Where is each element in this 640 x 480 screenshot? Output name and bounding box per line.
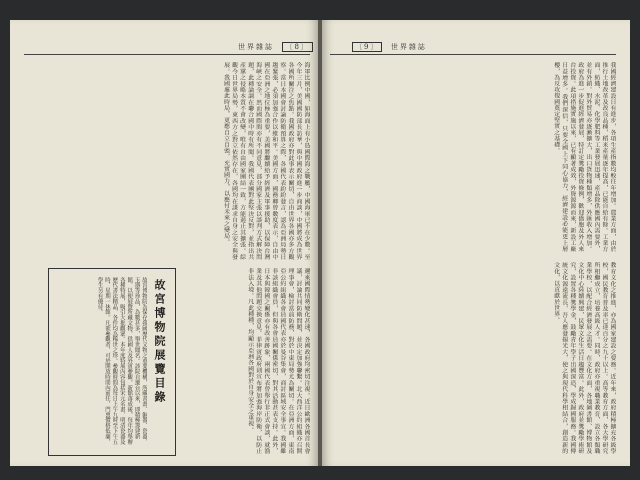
right-header-rule: [330, 54, 616, 55]
right-header-title: 世界雜誌: [390, 43, 427, 51]
right-page-header: [352, 42, 427, 52]
left-header-rule: [24, 54, 310, 55]
right-lower-text: 教育文化之推進，亦為國家建設之要務。近年來，政府積極擴充各級學校，國民教育普及率已達百分之九十以上。高等教育方面，各大學研究所相繼成立，培養高級人才。同時，政府亦重視職業教育，設立各類職業學校，以配合經濟發展之需要。在文化方面，各地圖書館、博物館及文化中心陸續興建，民眾文化生活日趨豐富。此外，政府並獎勵學術研究，設置各種獎學金，鼓勵青年學子出國深造，學成歸國服務。我國傳統文化源遠流長，吾人應發揚光大，使之與現代科學相結合，創造新的文化，以貢獻於世界。: [552, 262, 615, 454]
left-page: [10, 20, 318, 466]
right-upper-text: 我國經濟建設日有進步，各項生產指數均較往年增加。農業方面，由於推行土地改革及改良品種，稻米產量逐年提高，已能自給有餘。工業方面，紡織、水泥、化學肥料等工業發展迅速，產品除供應國內需要外，並有外銷。對外貿易亦逐漸擴大，出口貨物種類增多，外匯收入增加。政府為進一步促進經濟發展，特訂定獎勵投資條例，歡迎僑胞及外人來台投資。此項措施實施以來，已有顯著成效，外資源源而來，新設工廠日益增多。我們深信，只要全國上下同心協力，經濟建設必能更上層樓，為反攻復國奠定堅實之基礎。: [552, 62, 615, 252]
left-header-title: 世界雜誌: [238, 43, 274, 51]
left-page-header: [238, 42, 313, 52]
left-page-number: 〔8〕: [282, 42, 312, 52]
left-lower-text: 邇來國際情勢變化甚速，各國政府均密切注視。近日歐洲各國首長會議，討論共同防衛問題，並決定加強聯繫。北大西洋公約組織亦召開理事會，檢討當前防務，對於中東局勢尤為關切。在亞洲方面，東南亞公約組織各會員國代表亦於曼谷集會，商討區域安全事宜。我國雖非該組織會員，但與各會員國關係密切，對其活動甚表支持。此外，日本與韓國之關係亦有改善跡象，兩國代表曾舉行非正式會談，就漁業及其他問題交換意見。菲律賓政府則宣布將加強海岸防衛，以防止非法入境。凡此種種，均顯示亞洲各國對於自身安全之重視。: [246, 268, 309, 454]
notice-box-title: 故宮博物院展覽目錄: [153, 279, 166, 405]
right-page-number: 〔9〕: [352, 42, 382, 52]
book-spread: [10, 20, 630, 466]
right-page: [322, 20, 630, 466]
notice-box-text: 故宮博物院為保存我國歷代文物之重要機構，所藏書畫、銅器、瓷器、玉器等珍品，為數甚多，舉世聞名。該院自遷台以來，即積極籌建新館，以便展覽所藏文物，供國人及外賓參觀。新館落成後，每年均舉辦各種特展，吸引大批觀眾。本年度特展內容包括宋元名畫、明清瓷器及歷代書法精品，各件均為稀世之珍。參觀時間為每日上午九時至下午五時，星期一休館。凡欲參觀者，可於開放時間內前往，門票價格低廉，學生另有優待。: [96, 277, 147, 445]
left-upper-text: 海軍比例中國，如海面上有小島國際海之戰艦，中國海軍已不在少數。至今年三月，美國國防部長訪華，與中國政府進一步商談，中國將成為世界各國所關注之焦點。我國政府亦對此事表示關切，自由世界各國亦多方觀察。當日本國會討論防衛預算之際，各國代表紛紛發言，認為亞洲局勢日趨緊張，必須加強合作以維和平。美國方面，國務卿曾數度表示，自由中國在亞洲之地位極為重要，美國將繼續給予經濟及軍事援助，以保障台灣海峽之安全。然而國際間亦有不同意見，部分國家主張以談判方式解決問題，此種論調在聯合國中時有所聞。我國代表團對此堅決反對，並指出共產黨之侵略本質不會改變，唯有自由國家團結一致，方能遏止其擴張。綜觀今日世界局勢，東西方之對立依然存在，各國均在謀求自身之安全與發展。我國處此時局，更應自立自強，充實國力，以應付未來之變局。: [222, 62, 309, 260]
notice-box: [48, 268, 176, 456]
